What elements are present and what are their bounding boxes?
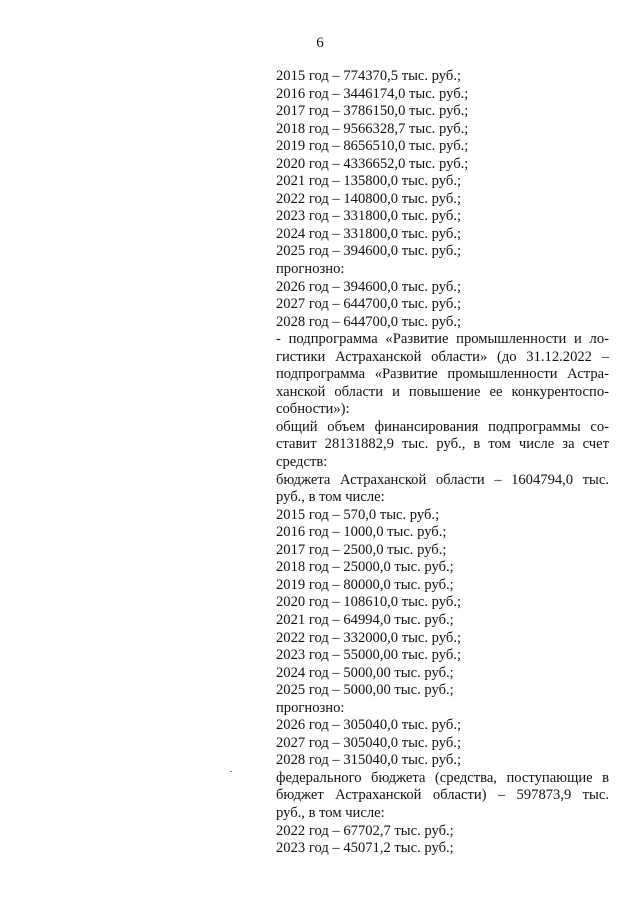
document-body [276,68,609,858]
text-line: средств: [276,454,328,471]
text-line: 2025 год – 394600,0 тыс. руб.; [276,243,462,260]
text-line: ставит 28131882,9 тыс. руб., в том числе за счет [276,436,609,453]
text-line: 2026 год – 394600,0 тыс. руб.; [276,278,462,295]
text-line: 2016 год – 3446174,0 тыс. руб.; [276,85,469,102]
text-line: прогнозно: [276,699,345,716]
text-line: гистики Астраханской области» (до 31.12.2022 – [276,348,609,365]
text-line: 2019 год – 80000,0 тыс. руб.; [276,576,454,593]
text-line: прогнозно: [276,261,345,278]
text-line: руб., в том числе: [276,489,385,506]
text-line: бюджет Астраханской области) – 597873,9 тыс. [276,787,609,804]
text-line: 2022 год – 332000,0 тыс. руб.; [276,629,462,646]
text-line: ханской области и повышение ее конкурентоспо- [276,383,609,400]
text-line: бюджета Астраханской области – 1604794,0 тыс. [276,471,609,488]
page-number: 6 [316,35,324,51]
scan-artifact [230,771,232,772]
text-line: общий объем финансирования подпрограммы со- [276,418,609,435]
text-line: 2018 год – 9566328,7 тыс. руб.; [276,120,469,137]
text-line: 2023 год – 331800,0 тыс. руб.; [276,208,462,225]
text-line: 2026 год – 305040,0 тыс. руб.; [276,717,462,734]
text-line: 2021 год – 135800,0 тыс. руб.; [276,173,462,190]
text-line: собности»): [276,401,350,418]
text-line: 2021 год – 64994,0 тыс. руб.; [276,611,454,628]
text-line: 2018 год – 25000,0 тыс. руб.; [276,559,454,576]
text-line: 2017 год – 2500,0 тыс. руб.; [276,541,447,558]
text-line: 2020 год – 4336652,0 тыс. руб.; [276,155,469,172]
text-line: 2020 год – 108610,0 тыс. руб.; [276,594,462,611]
text-line: 2027 год – 644700,0 тыс. руб.; [276,296,462,313]
text-line: 2015 год – 774370,5 тыс. руб.; [276,68,462,84]
text-line: руб., в том числе: [276,804,385,821]
text-line: 2025 год – 5000,00 тыс. руб.; [276,682,454,699]
text-line: 2024 год – 5000,00 тыс. руб.; [276,664,454,681]
text-line: 2015 год – 570,0 тыс. руб.; [276,506,440,523]
text-line: 2023 год – 55000,00 тыс. руб.; [276,647,462,664]
text-line: 2028 год – 644700,0 тыс. руб.; [276,313,462,330]
text-line: 2023 год – 45071,2 тыс. руб.; [276,840,454,857]
text-line: 2022 год – 67702,7 тыс. руб.; [276,822,454,839]
text-line: 2017 год – 3786150,0 тыс. руб.; [276,103,469,120]
text-line: - подпрограмма «Развитие промышленности и ло- [276,331,609,348]
text-line: 2019 год – 8656510,0 тыс. руб.; [276,138,469,155]
text-line: подпрограмма «Развитие промышленности Астра- [276,366,609,383]
text-line: 2016 год – 1000,0 тыс. руб.; [276,524,447,541]
text-line: 2028 год – 315040,0 тыс. руб.; [276,752,462,769]
text-line: федерального бюджета (средства, поступающие в [276,769,609,786]
text-line: 2027 год – 305040,0 тыс. руб.; [276,734,462,751]
text-line: 2024 год – 331800,0 тыс. руб.; [276,225,462,242]
text-line: 2022 год – 140800,0 тыс. руб.; [276,190,462,207]
